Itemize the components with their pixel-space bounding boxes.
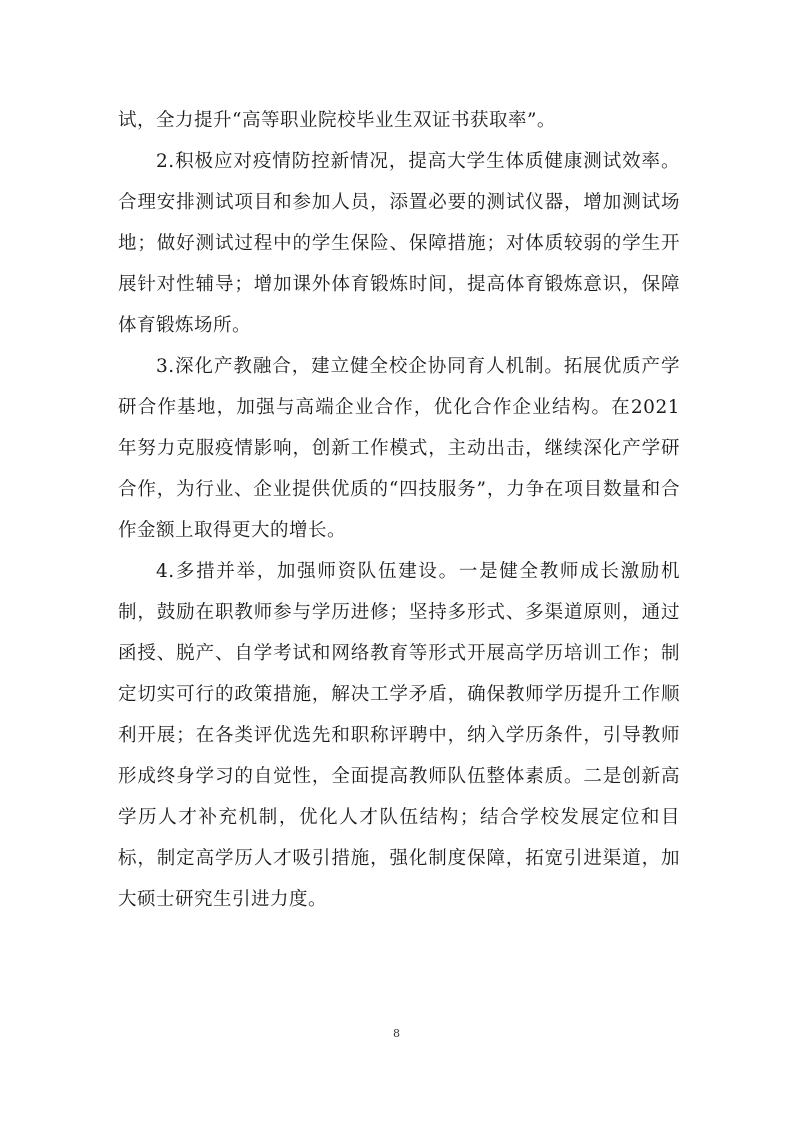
paragraph-1-continuation: 试，全力提升“高等职业院校毕业生双证书获取率”。: [118, 110, 556, 131]
paragraph-3-industry-education-integration: 3.深化产教融合，建立健全校企协同育人机制。拓展优质产学研合作基地，加强与高端企业合作，优化合作企业结构。在2021年努力克服疫情影响，创新工作模式，主动出击，继续深化产学研合作，为行业、企业提供优质的“四技服务”，力争在项目数量和合作金额上取得更大的增长。: [118, 356, 680, 541]
paragraph-4-teaching-staff-building: 4.多措并举，加强师资队伍建设。一是健全教师成长激励机制，鼓励在职教师参与学历进修；坚持多形式、多渠道原则，通过函授、脱产、自学考试和网络教育等形式开展高学历培训工作；制定切实可行的政策措施，解决工学矛盾，确保教师学历提升工作顺利开展；在各类评优选先和职称评聘中，纳入学历条件，引导教师形成终身学习的自觉性，全面提高教师队伍整体素质。二是创新高学历人才补充机制，优化人才队伍结构；结合学校发展定位和目标，制定高学历人才吸引措施，强化制度保障，拓宽引进渠道，加大硕士研究生引进力度。: [118, 561, 680, 910]
page-number: 8: [393, 1027, 400, 1040]
document-body: [118, 100, 680, 920]
paragraph-2-physical-health-testing: 2.积极应对疫情防控新情况，提高大学生体质健康测试效率。合理安排测试项目和参加人员，添置必要的测试仪器，增加测试场地；做好测试过程中的学生保险、保障措施；对体质较弱的学生开展针对性辅导；增加课外体育锻炼时间，提高体育锻炼意识，保障体育锻炼场所。: [118, 151, 680, 336]
